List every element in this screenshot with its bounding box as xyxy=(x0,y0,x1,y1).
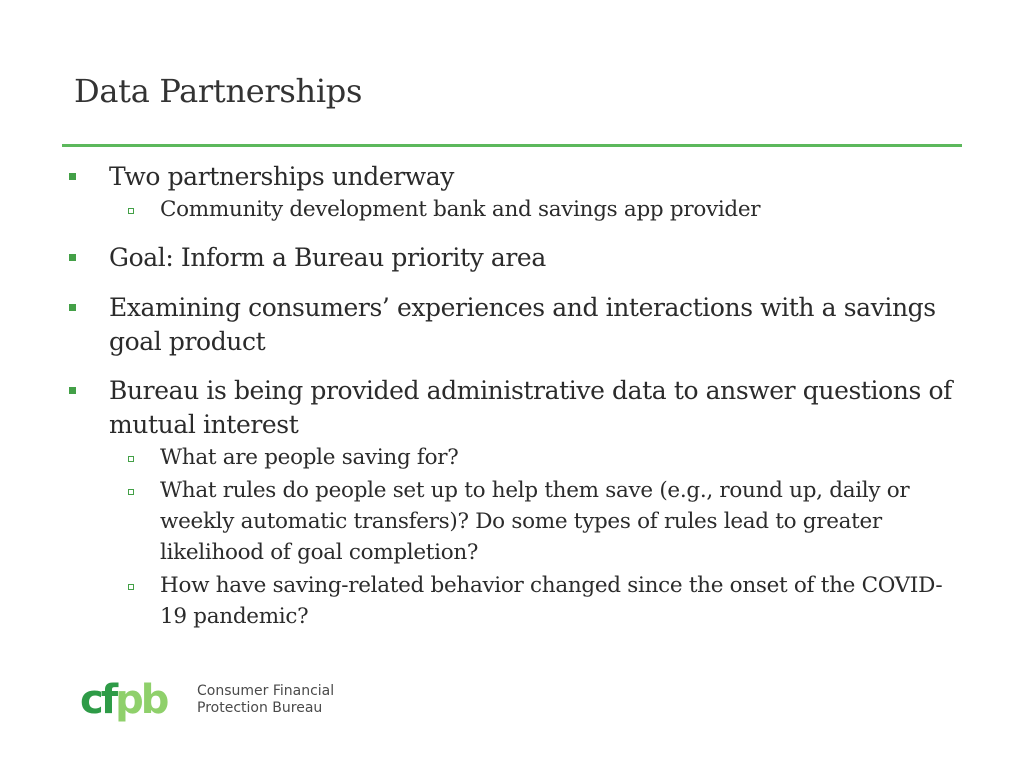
bullet-text: Two partnerships underway xyxy=(109,162,455,191)
bullet-text: Goal: Inform a Bureau priority area xyxy=(109,243,546,272)
bullet-item xyxy=(64,374,964,442)
sub-bullet-text: What rules do people set up to help them save (e.g., round up, daily or weekly automatic transfers)? Do some types of rules lead to greater likelihood of goal completion? xyxy=(160,478,910,565)
bullet-list xyxy=(64,160,964,632)
square-bullet-icon xyxy=(69,387,76,394)
sub-bullet-text: Community development bank and savings app provider xyxy=(160,197,761,222)
bullet-item xyxy=(64,241,964,275)
hollow-square-bullet-icon xyxy=(128,584,134,590)
logo-wordmark xyxy=(197,683,367,717)
sub-bullet-item xyxy=(64,475,964,568)
sub-bullet-item xyxy=(64,570,964,632)
square-bullet-icon xyxy=(69,254,76,261)
sub-bullet-text: What are people saving for? xyxy=(160,445,459,470)
hollow-square-bullet-icon xyxy=(128,456,134,462)
slide-title: Data Partnerships xyxy=(74,72,363,110)
bullet-text: Bureau is being provided administrative data to answer questions of mutual interest xyxy=(109,376,952,439)
hollow-square-bullet-icon xyxy=(128,208,134,214)
svg-text:cfpb: cfpb xyxy=(80,677,167,723)
bullet-item xyxy=(64,160,964,194)
logo-line-2: Protection Bureau xyxy=(197,700,323,716)
bullet-item xyxy=(64,291,964,359)
title-divider xyxy=(62,144,962,147)
bullet-text: Examining consumers’ experiences and interactions with a savings goal product xyxy=(109,293,936,356)
hollow-square-bullet-icon xyxy=(128,489,134,495)
logo-line-1: Consumer Financial xyxy=(197,683,335,699)
sub-bullet-item xyxy=(64,442,964,473)
square-bullet-icon xyxy=(69,304,76,311)
sub-bullet-text: How have saving-related behavior changed since the onset of the COVID-19 pandemic? xyxy=(160,573,943,629)
sub-bullet-item xyxy=(64,194,964,225)
cfpb-logo-icon xyxy=(80,677,188,725)
square-bullet-icon xyxy=(69,173,76,180)
